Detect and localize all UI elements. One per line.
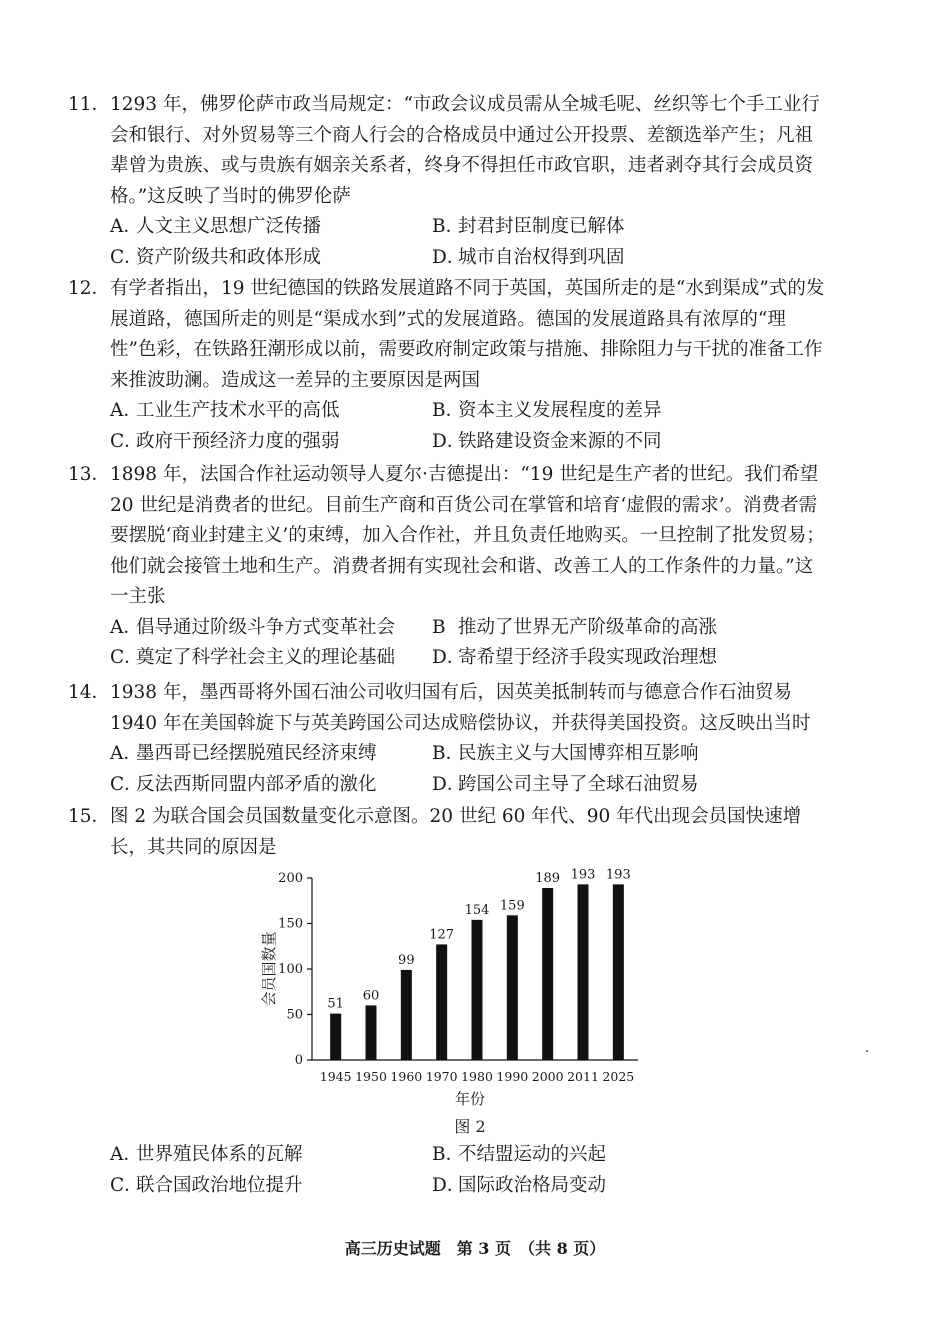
data-label: 51 <box>327 996 344 1012</box>
option-row <box>110 1140 828 1171</box>
question-11 <box>68 90 828 273</box>
option-row <box>110 427 828 458</box>
option-d[interactable]: D．跨国公司主导了全球石油贸易 <box>432 773 699 795</box>
option-a[interactable]: A．墨西哥已经摆脱殖民经济束缚 <box>110 743 377 764</box>
option-c[interactable]: C．奠定了科学社会主义的理论基础 <box>110 647 396 668</box>
option-a[interactable]: A．世界殖民体系的瓦解 <box>110 1144 303 1165</box>
option-row <box>110 212 828 243</box>
option-row <box>110 739 828 770</box>
bar <box>507 915 518 1060</box>
option-d[interactable]: D．城市自治权得到巩固 <box>432 246 625 268</box>
data-label: 154 <box>464 902 490 918</box>
option-row <box>110 643 828 674</box>
bar-chart <box>250 860 650 1138</box>
bar <box>330 1014 341 1060</box>
x-tick-label: 1960 <box>390 1069 423 1084</box>
x-tick-label: 1970 <box>425 1069 458 1084</box>
option-a[interactable]: A．倡导通过阶级斗争方式变革社会 <box>110 616 396 638</box>
bar <box>472 920 483 1060</box>
question-number: 14． <box>68 682 111 703</box>
option-b[interactable]: B 推动了世界无产阶级革命的高涨 <box>432 616 718 638</box>
x-tick-label: 1945 <box>319 1069 352 1084</box>
question-number: 12． <box>68 278 111 299</box>
bar <box>401 970 412 1060</box>
option-c[interactable]: C．资产阶级共和政体形成 <box>110 246 322 268</box>
x-tick-label: 2000 <box>531 1069 564 1084</box>
data-label: 99 <box>398 952 415 968</box>
data-label: 127 <box>429 927 455 943</box>
page-footer: 高三历史试题 第 3 页 （共 8 页） <box>344 1239 606 1258</box>
bar <box>578 884 589 1060</box>
un-members-chart <box>250 860 650 1138</box>
question-number: 15． <box>68 806 111 827</box>
bar <box>542 888 553 1060</box>
option-row <box>110 243 828 274</box>
y-axis-label: 会员国数量 <box>260 931 278 1007</box>
option-c[interactable]: C．反法西斯同盟内部矛盾的激化 <box>110 773 377 795</box>
option-c[interactable]: C．联合国政治地位提升 <box>110 1174 303 1196</box>
question-stem: 有学者指出，19 世纪德国的铁路发展道路不同于英国，英国所走的是“水到渠成”式的发展道路，德国所走的则是“渠成水到”式的发展道路。德国的发展道路具有浓厚的“理性”色彩，在铁路狂潮形成以前，需要政府制定政策与措施、排除阻力与干扰的准备工作来推波助澜。造成这一差异的主要原因是两国 <box>110 278 825 391</box>
option-row <box>110 770 828 801</box>
y-tick-label: 100 <box>278 962 303 977</box>
y-tick-label: 150 <box>278 916 303 932</box>
option-row <box>110 1171 828 1202</box>
question-stem: 1938 年，墨西哥将外国石油公司收归国有后，因英美抵制转而与德意合作石油贸易1940 年在美国斡旋下与英美跨国公司达成赔偿协议，并获得美国投资。这反映出当时 <box>110 682 811 734</box>
x-tick-label: 1950 <box>355 1069 387 1084</box>
question-number: 11． <box>68 94 111 115</box>
option-c[interactable]: C．政府干预经济力度的强弱 <box>110 430 340 452</box>
x-tick-label: 2011 <box>567 1069 599 1084</box>
option-d[interactable]: D．国际政治格局变动 <box>432 1174 607 1196</box>
x-tick-label: 1990 <box>496 1069 529 1084</box>
option-a[interactable]: A．工业生产技术水平的高低 <box>110 400 340 421</box>
option-d[interactable]: D．铁路建设资金来源的不同 <box>432 430 662 452</box>
figure-caption: 图 2 <box>454 1117 486 1136</box>
data-label: 159 <box>499 898 525 914</box>
question-stem: 1293 年，佛罗伦萨市政当局规定：“市政会议成员需从全城毛呢、丝织等七个手工业行会和银行、对外贸易等三个商人行会的合格成员中通过公开投票、差额选举产生；凡祖辈曾为贵族、或与贵族有姻亲关系者，终身不得担任市政官职，违者剥夺其行会成员资格。”这反映了当时的佛罗伦萨 <box>110 94 820 207</box>
bar <box>613 884 624 1060</box>
option-b[interactable]: B．民族主义与大国博弈相互影响 <box>432 743 699 764</box>
data-label: 193 <box>605 867 631 883</box>
scan-speck <box>866 1050 868 1052</box>
option-b[interactable]: B．封君封臣制度已解体 <box>432 216 625 237</box>
question-number: 13． <box>68 464 111 485</box>
option-b[interactable]: B．资本主义发展程度的差异 <box>432 400 662 421</box>
x-tick-label: 1980 <box>461 1069 493 1084</box>
option-a[interactable]: A．人文主义思想广泛传播 <box>110 216 322 237</box>
question-stem: 图 2 为联合国会员国数量变化示意图。20 世纪 60 年代、90 年代出现会员国快速增长，其共同的原因是 <box>110 806 802 858</box>
question-stem: 1898 年，法国合作社运动领导人夏尔·吉德提出：“19 世纪是生产者的世纪。我们希望 20 世纪是消费者的世纪。目前生产商和百货公司在掌管和培育‘虚假的需求’。消费者需要摆脱‘商业封建主义’的束缚，加入合作社，并且负责任地购买。一旦控制了批发贸易；他们就会接管土地和生产。消费者拥有实现社会和谐、改善工人的工作条件的力量。”这一主张 <box>110 464 825 607</box>
option-row <box>110 396 828 427</box>
y-tick-label: 0 <box>294 1053 303 1068</box>
data-label: 189 <box>535 871 561 887</box>
option-d[interactable]: D．寄希望于经济手段实现政治理想 <box>432 647 718 668</box>
question-13 <box>68 460 828 674</box>
option-row <box>110 613 828 644</box>
question-12 <box>68 274 828 457</box>
y-tick-label: 200 <box>278 871 303 886</box>
bar <box>436 944 447 1060</box>
question-15-options <box>68 1140 828 1201</box>
data-label: 193 <box>570 867 596 883</box>
x-axis-label: 年份 <box>454 1090 486 1108</box>
question-15 <box>68 802 828 863</box>
option-b[interactable]: B．不结盟运动的兴起 <box>432 1144 607 1165</box>
bar <box>366 1005 377 1060</box>
y-tick-label: 50 <box>286 1007 303 1023</box>
data-label: 60 <box>362 988 380 1004</box>
question-14 <box>68 678 828 800</box>
x-tick-label: 2025 <box>602 1069 635 1084</box>
